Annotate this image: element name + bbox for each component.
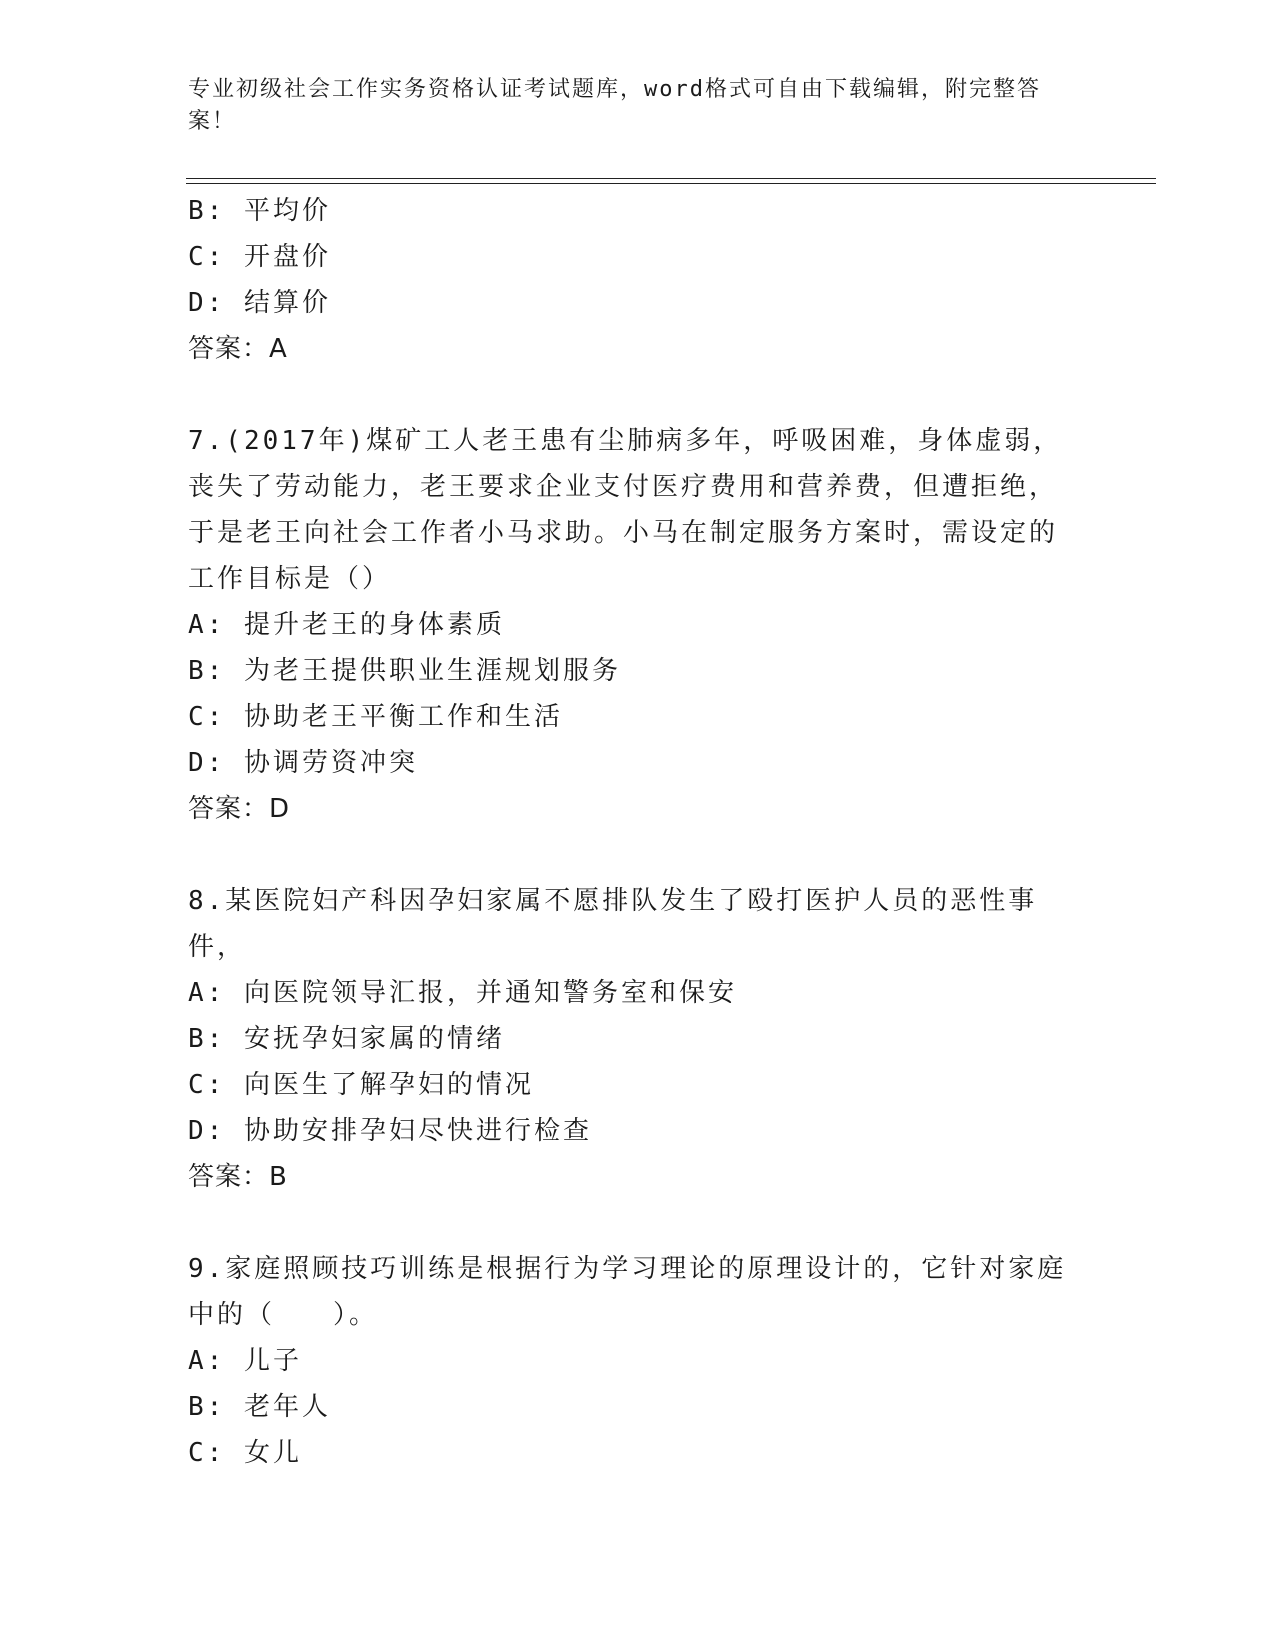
- question-stem: 8.某医院妇产科因孕妇家属不愿排队发生了殴打医护人员的恶性事件，: [188, 886, 1038, 962]
- option-c: C: 向医生了解孕妇的情况: [188, 1070, 534, 1100]
- answer-line: 答案：A: [188, 334, 288, 364]
- option-c: C: 开盘价: [188, 242, 331, 272]
- option-d: D: 协调劳资冲突: [188, 748, 418, 778]
- question-6: [188, 188, 1068, 372]
- option-c: C: 协助老王平衡工作和生活: [188, 702, 563, 732]
- page-header: 专业初级社会工作实务资格认证考试题库，word格式可自由下载编辑，附完整答案！: [188, 77, 1041, 134]
- option-b: B: 为老王提供职业生涯规划服务: [188, 656, 621, 686]
- option-b: B: 平均价: [188, 196, 331, 226]
- answer-line: 答案：B: [188, 1162, 288, 1192]
- option-b: B: 安抚孕妇家属的情绪: [188, 1024, 505, 1054]
- header-divider-bottom: [186, 183, 1156, 184]
- question-stem: 9.家庭照顾技巧训练是根据行为学习理论的原理设计的，它针对家庭中的（ ）。: [188, 1254, 1067, 1330]
- option-a: A: 向医院领导汇报，并通知警务室和保安: [188, 978, 737, 1008]
- question-8: [188, 878, 1068, 1200]
- question-stem: 7.(2017年)煤矿工人老王患有尘肺病多年，呼吸困难，身体虚弱，丧失了劳动能力，老王要求企业支付医疗费用和营养费，但遭拒绝，于是老王向社会工作者小马求助。小马在制定服务方案时，需设定的工作目标是（）: [188, 426, 1063, 594]
- option-c: C: 女儿: [188, 1438, 302, 1468]
- question-9: [188, 1246, 1068, 1476]
- option-a: A: 提升老王的身体素质: [188, 610, 505, 640]
- question-7: [188, 418, 1068, 832]
- option-b: B: 老年人: [188, 1392, 331, 1422]
- answer-line: 答案：D: [188, 794, 291, 824]
- option-a: A: 儿子: [188, 1346, 302, 1376]
- option-d: D: 协助安排孕妇尽快进行检查: [188, 1116, 592, 1146]
- option-d: D: 结算价: [188, 288, 331, 318]
- header-divider-top: [186, 178, 1156, 179]
- question-content: [188, 188, 1068, 1476]
